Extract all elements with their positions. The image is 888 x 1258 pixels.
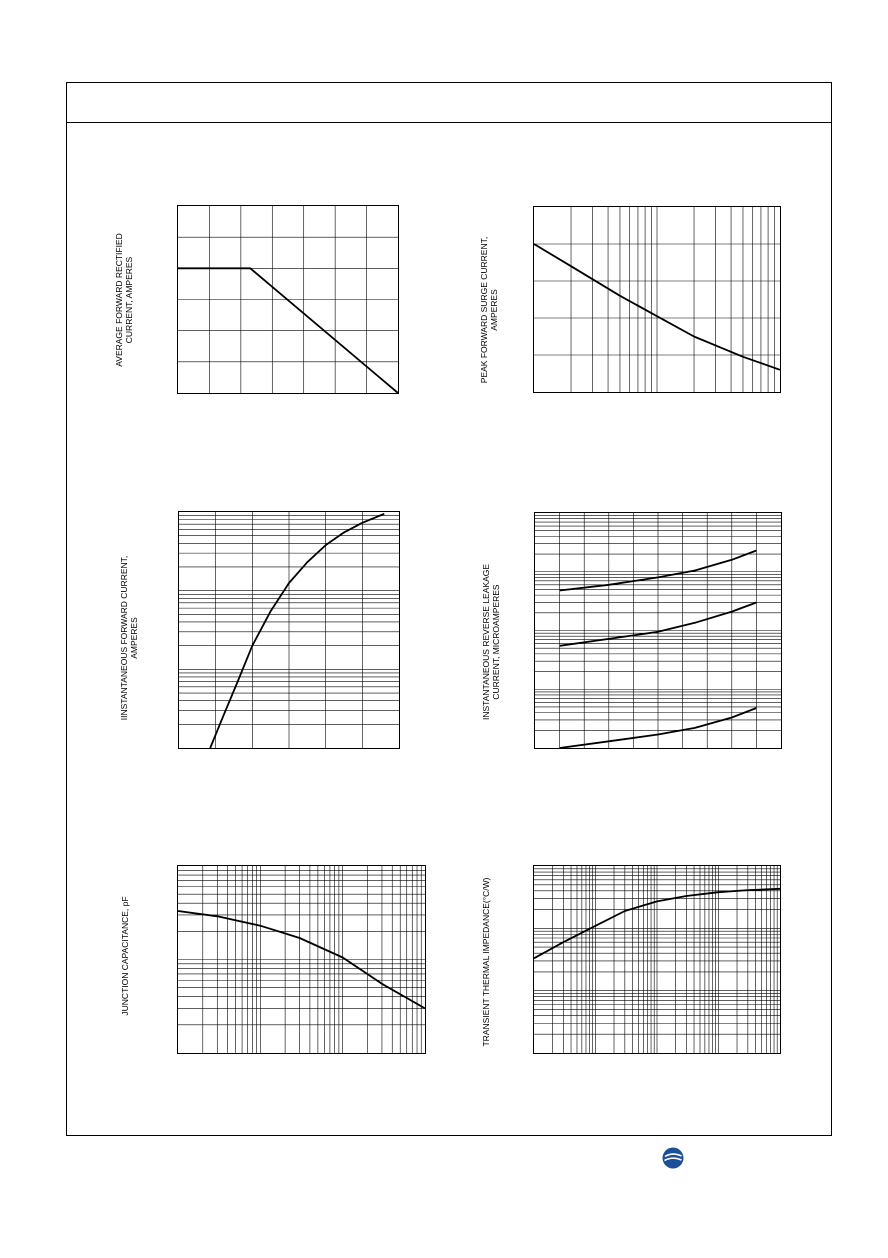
plot-area-leakage: [534, 512, 782, 749]
series-line-forward-1: [210, 514, 384, 748]
y-axis-label-surge: PEAK FORWARD SURGE CURRENT, AMPERES: [479, 236, 499, 384]
brand-logo-icon: [662, 1147, 684, 1169]
plot-svg-surge: [534, 207, 780, 392]
plot-area-derating: [177, 205, 399, 394]
y-axis-label-leakage: INSTANTANEOUS REVERSE LEAKAGE CURRENT, MICROAMPERES: [481, 563, 501, 721]
plot-area-forward: [178, 511, 400, 749]
y-axis-label-capacitance: JUNCTION CAPACITANCE, pF: [120, 896, 130, 1016]
plot-area-capacitance: [177, 865, 426, 1054]
plot-area-thermal: [533, 865, 781, 1054]
header-bar: [67, 83, 831, 123]
plot-area-surge: [533, 206, 781, 393]
plot-svg-leakage: [535, 513, 781, 748]
plot-svg-derating: [178, 206, 398, 393]
plot-svg-thermal: [534, 866, 780, 1053]
y-axis-label-forward: IINSTANTANEOUS FORWARD CURRENT, AMPERES: [119, 555, 139, 721]
y-axis-label-thermal: TRANSIENT THERMAL IMPEDANCE(°C/W): [481, 877, 491, 1047]
plot-svg-capacitance: [178, 866, 425, 1053]
y-axis-label-derating: AVERAGE FORWARD RECTIFIED CURRENT, AMPERES: [114, 233, 134, 367]
plot-svg-forward: [179, 512, 399, 748]
